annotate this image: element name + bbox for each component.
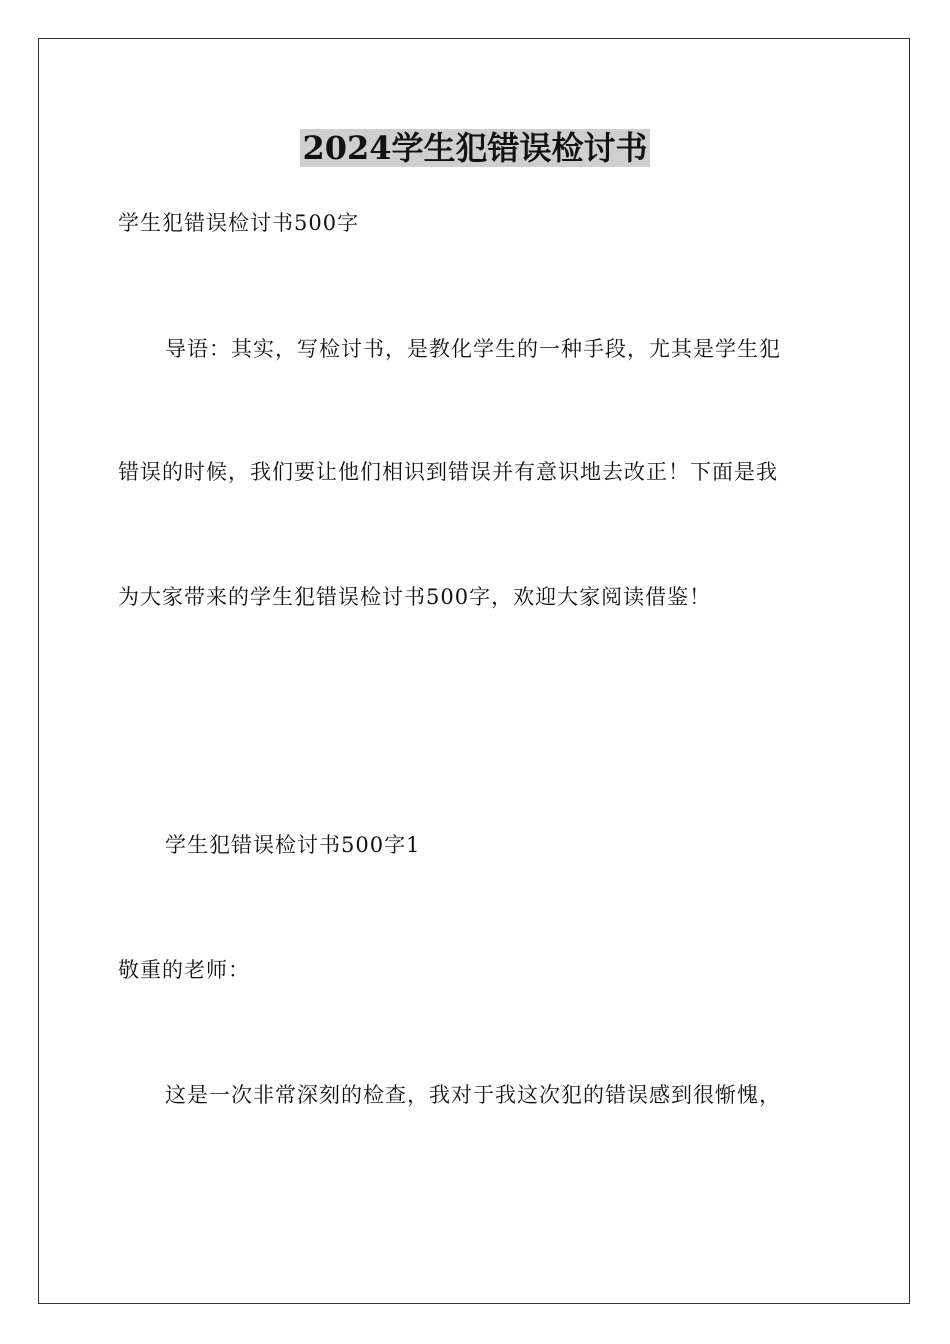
- section-heading: 学生犯错误检讨书500字1: [165, 833, 421, 857]
- document-title: [0, 126, 950, 170]
- intro-line-1: 导语：其实，写检讨书，是教化学生的一种手段，尤其是学生犯: [165, 337, 781, 361]
- intro-line-2: 错误的时候，我们要让他们相识到错误并有意识地去改正！下面是我: [118, 460, 778, 484]
- document-title-text: 2024学生犯错误检讨书: [302, 129, 648, 167]
- intro-line-3: 为大家带来的学生犯错误检讨书500字，欢迎大家阅读借鉴！: [118, 585, 712, 609]
- salutation: 敬重的老师：: [118, 958, 250, 982]
- document-subtitle: 学生犯错误检讨书500字: [118, 211, 360, 235]
- body-paragraph-line: 这是一次非常深刻的检查，我对于我这次犯的错误感到很惭愧，: [165, 1083, 781, 1107]
